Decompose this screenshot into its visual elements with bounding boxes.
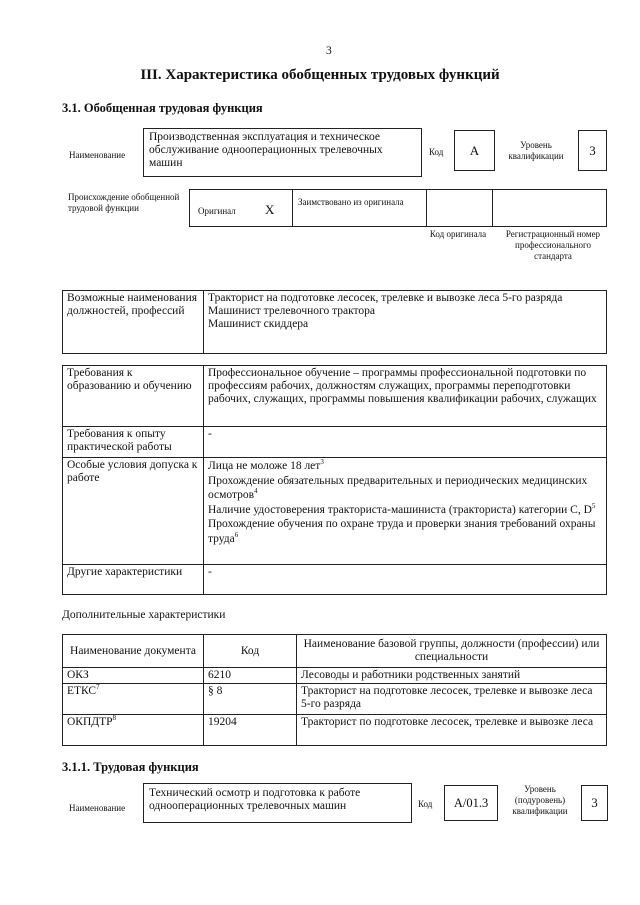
position-item: Машинист трелевочного трактора [208, 305, 375, 317]
gtf-level-value: 3 [578, 130, 607, 171]
special-item: Прохождение обучения по охране труда и проверки знания требований охраны труда$^6$ [208, 518, 596, 545]
code-cell: 6210 [204, 668, 297, 684]
doc-cell: ЕТКС$^7$ [63, 684, 204, 715]
additional-table [62, 634, 607, 746]
header-name: Наименование базовой группы, должности (профессии) или специальности [297, 635, 607, 668]
requirements-table [62, 365, 607, 595]
header-code: Код [204, 635, 297, 668]
code-cell: § 8 [204, 684, 297, 715]
other-value: - [204, 565, 607, 595]
tf-level-value: 3 [581, 785, 608, 821]
special-label: Особые условия допуска к работе [63, 458, 204, 565]
gtf-original-label: Оригинал [198, 206, 236, 216]
tf-name-label: Наименование [69, 803, 126, 813]
special-item: Лица не моложе 18 лет$^3$ [208, 458, 324, 472]
tf-code-label: Код [418, 799, 433, 809]
doc-cell: ОКЗ [63, 668, 204, 684]
doc-cell: ОКПДТР$^8$ [63, 715, 204, 746]
name-cell: Тракторист на подготовке лесосек, трелевке и вывозке леса 5-го разряда [297, 684, 607, 715]
gtf-borrowed-label: Заимствовано из оригинала [298, 197, 404, 207]
positions-label: Возможные наименования должностей, профессий [63, 291, 204, 354]
education-label: Требования к образованию и обучению [63, 366, 204, 427]
experience-value: - [204, 427, 607, 458]
positions-table [62, 290, 607, 354]
gtf-name-value: Производственная эксплуатация и техническое обслуживание однооперационных трелевочных машин [143, 128, 422, 177]
tf-level-label: Уровень (подуровень) квалификации [512, 784, 568, 816]
additional-title: Дополнительные характеристики [62, 609, 226, 621]
gtf-origin-label: Происхождение обобщенной трудовой функции [68, 192, 180, 213]
position-item: Машинист скиддера [208, 318, 309, 330]
tf-name-value: Технический осмотр и подготовка к работе однооперационных трелевочных машин [143, 783, 412, 823]
header-document: Наименование документа [63, 635, 204, 668]
experience-label: Требования к опыту практической работы [63, 427, 204, 458]
special-item: Наличие удостоверения тракториста-машиниста (тракториста) категории C, $D^5$ [208, 501, 596, 516]
gtf-code-value: A [454, 130, 495, 171]
name-cell: Лесоводы и работники родственных занятий [297, 668, 607, 684]
table-row [63, 715, 607, 746]
subsection-title: 3.1. Обобщенная трудовая функция [62, 101, 263, 115]
gtf-level-label: Уровень квалификации [508, 140, 564, 161]
special-values [204, 458, 607, 565]
position-item: Тракторист на подготовке лесосек, трелевке и вывозке леса 5-го разряда [208, 292, 563, 304]
gtf-reg-number-label: Регистрационный номер профессионального стандарта [505, 229, 601, 261]
gtf-code-label: Код [429, 147, 444, 157]
table-row [63, 684, 607, 715]
gtf-origin-box [189, 189, 607, 227]
gtf-origin-code-label: Код оригинала [429, 229, 487, 239]
positions-values [204, 291, 607, 354]
special-item: Прохождение обязательных предварительных и периодических медицинских осмотров$^4$ [208, 474, 588, 501]
education-value: Профессиональное обучение – программы профессиональной подготовки по профессиям рабочих, должностям служащих, программы переподготовки рабочих, служащих, программы повышения квалификации рабочих, служащих [204, 366, 607, 427]
page-number: 3 [326, 45, 332, 57]
tf-title: 3.1.1. Трудовая функция [62, 760, 199, 774]
tf-code-value: A/01.3 [444, 785, 498, 821]
gtf-original-mark: X [265, 202, 275, 217]
section-title: III. Характеристика обобщенных трудовых функций [140, 67, 500, 83]
name-cell: Тракторист по подготовке лесосек, трелевке и вывозке леса [297, 715, 607, 746]
other-label: Другие характеристики [63, 565, 204, 595]
table-row [63, 668, 607, 684]
gtf-name-label: Наименование [69, 150, 126, 160]
code-cell: 19204 [204, 715, 297, 746]
